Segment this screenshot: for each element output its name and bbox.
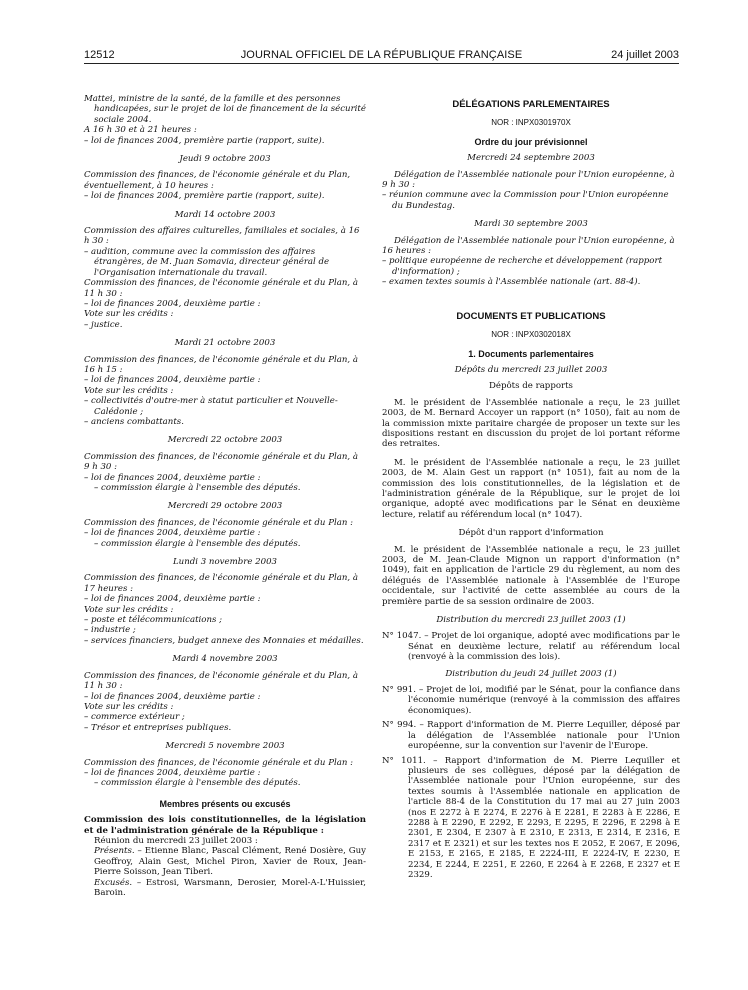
agenda-item: – commerce extérieur ;	[84, 712, 185, 723]
intro-time: A 16 h 30 et à 21 heures :	[84, 125, 197, 136]
distribution-heading: Distribution du mercredi 23 juillet 2003 (1)	[436, 615, 626, 626]
agenda-item: – loi de finances 2004, deuxième partie :	[84, 375, 261, 386]
excused-list: – Estrosi, Warsmann, Derosier, Morel-A-L'Huissier, Baroin.	[94, 877, 366, 898]
agenda-item: – Trésor et entreprises publiques.	[84, 722, 232, 733]
present-list: – Etienne Blanc, Pascal Clément, René Dosière, Guy Geoffroy, Alain Gest, Michel Piron, Xavier de Roux, Jean-Pierre Soisson, Jean Tiberi.	[94, 846, 366, 878]
commission-line: Commission des finances, de l'économie générale et du Plan, à 11 h 30 :	[84, 670, 358, 692]
agenda-item: – audition, commune avec la commission des affaires étrangères, de M. Juan Somavia, directeur général de l'Organisation internationale du travail.	[84, 246, 330, 278]
info-report-heading: Dépôt d'un rapport d'information	[458, 528, 604, 539]
agenda-item: – services financiers, budget annexe des Monnaies et médailles.	[84, 635, 364, 646]
distribution-entry: N° 991. – Projet de loi, modifié par le Sénat, pour la confiance dans l'économie numérique (renvoyé à la commission des affaires économiques).	[382, 685, 680, 716]
commission-line: Commission des finances, de l'économie générale et du Plan, à 16 h 15 :	[84, 354, 358, 375]
agenda-item: – commission élargie à l'ensemble des députés.	[94, 538, 301, 549]
date-heading: Mercredi 5 novembre 2003	[165, 741, 285, 752]
intro-text: Mattei, ministre de la santé, de la famille et des personnes handicapées, sur le projet de loi de financement de la sécurité sociale 2004.	[84, 94, 366, 125]
agenda-item: – loi de finances 2004, deuxième partie :	[84, 691, 261, 702]
page-number: 12512	[84, 49, 115, 61]
agenda-item: – loi de finances 2004, deuxième partie :	[84, 472, 261, 483]
nor-reference: NOR : INPX0302018X	[491, 330, 571, 340]
date-heading: Mercredi 29 octobre 2003	[167, 501, 283, 512]
members-commission: Commission des lois constitutionnelles, de la législation et de l'administration générale de la République :	[84, 815, 366, 836]
excused-label: Excusés.	[94, 877, 133, 888]
commission-line: Commission des affaires culturelles, familiales et sociales, à 16 h 30 :	[84, 226, 360, 247]
vote-label: Vote sur les crédits :	[84, 309, 174, 320]
agenda-item: – loi de finances 2004, deuxième partie :	[84, 767, 261, 778]
info-report-paragraph: M. le président de l'Assemblée nationale a reçu, le 23 juillet 2003, de M. Jean-Claude Mignon un rapport d'information (n° 1049), fait en application de l'article 29 du règlement, au nom des délégués de l'Assemblée nationale à l'Assemblée de l'Europe occidentale, sur l'activité de cette assemblée au cours de la première partie de sa session ordinaire de 2003.	[382, 544, 680, 607]
vote-label: Vote sur les crédits :	[84, 604, 174, 615]
agenda-item: – justice.	[84, 319, 123, 330]
vote-label: Vote sur les crédits :	[84, 385, 174, 396]
agenda-item: – loi de finances 2004, première partie (rapport, suite).	[84, 191, 325, 202]
journal-title: JOURNAL OFFICIEL DE LA RÉPUBLIQUE FRANÇAISE	[240, 49, 523, 61]
commission-line: Commission des finances, de l'économie générale et du Plan, à 11 h 30 :	[84, 278, 358, 299]
delegation-line: Délégation de l'Assemblée nationale pour l'Union européenne, à 16 heures :	[382, 235, 675, 257]
agenda-item: – collectivités d'outre-mer à statut particulier et Nouvelle-Calédonie ;	[84, 396, 338, 417]
report-paragraph: M. le président de l'Assemblée nationale a reçu, le 23 juillet 2003, de M. Bernard Accoyer un rapport (n° 1050), fait au nom de la commission mixte paritaire chargée de proposer un texte sur les dispositions restant en discussion du projet de loi portant réforme des retraites.	[382, 397, 680, 450]
agenda-item: – politique européenne de recherche et développement (rapport d'information) ;	[382, 256, 663, 277]
members-meeting-date: Réunion du mercredi 23 juillet 2003 :	[94, 835, 258, 846]
commission-line: Commission des finances, de l'économie générale et du Plan, à 9 h 30 :	[84, 451, 358, 473]
present-members	[84, 846, 366, 877]
distribution-entry: N° 994. – Rapport d'information de M. Pierre Lequiller, déposé par la délégation de l'Assemblée nationale pour l'Union européenne, sur la convention sur l'avenir de l'Europe.	[382, 720, 680, 752]
left-column	[84, 94, 366, 898]
agenda-item: – industrie ;	[84, 625, 136, 636]
agenda-heading: Ordre du jour prévisionnel	[474, 136, 588, 147]
excused-members	[84, 878, 366, 899]
agenda-item: – commission élargie à l'ensemble des députés.	[94, 483, 301, 493]
distribution-heading: Distribution du jeudi 24 juillet 2003 (1)	[445, 668, 617, 679]
members-heading: Membres présents ou excusés	[159, 798, 291, 809]
commission-line: Commission des finances, de l'économie générale et du Plan, éventuellement, à 10 heures :	[84, 170, 351, 191]
date-heading: Mardi 4 novembre 2003	[172, 654, 278, 665]
date-heading: Jeudi 9 octobre 2003	[179, 154, 271, 165]
agenda-item: – commission élargie à l'ensemble des députés.	[94, 778, 301, 789]
right-column	[382, 94, 680, 884]
agenda-item: – loi de finances 2004, deuxième partie :	[84, 594, 261, 605]
report-paragraph: M. le président de l'Assemblée nationale a reçu, le 23 juillet 2003, de M. Alain Gest un rapport (n° 1051), fait au nom de la commission des lois constitutionnelles, de la législation et de l'administration générale de la République, sur le projet de loi organique, adopté avec modifications par le Sénat en deuxième lecture, relatif au référendum local (n° 1047).	[382, 457, 680, 520]
distribution-entry: N° 1011. – Rapport d'information de M. Pierre Lequiller et plusieurs de ses collègues, déposé par la délégation de l'Assemblée nationale pour l'Union européenne, sur des textes soumis à l'Assemblée nationale en application de l'article 88-4 de la Constitution du 17 mai au 27 juin 2003 (nos E 2272 à E 2274, E 2276 à E 2281, E 2283 à E 2286, E 2288 à E 2290, E 2292, E 2293, E 2295, E 2296, E 2298 à E 2301, E 2304, E 2307 à E 2310, E 2313, E 2314, E 2316, E 2317 et E 2321) et sur les textes nos E 2052, E 2067, E 2096, E 2153, E 2165, E 2185, E 2224-III, E 2224-IV, E 2230, E 2234, E 2244, E 2251, E 2260, E 2264 à E 2268, E 2327 et E 2329.	[382, 755, 680, 880]
subsection-heading: 1. Documents parlementaires	[468, 348, 594, 359]
commission-line: Commission des finances, de l'économie générale et du Plan, à 17 heures :	[84, 573, 358, 594]
present-label: Présents.	[94, 846, 135, 857]
deposit-reports-heading: Dépôts de rapports	[489, 381, 573, 392]
deposit-date: Dépôts du mercredi 23 juillet 2003	[454, 364, 608, 375]
vote-label: Vote sur les crédits :	[84, 701, 174, 712]
intro-item: – loi de finances 2004, première partie (rapport, suite).	[84, 135, 325, 146]
date-heading: Mercredi 24 septembre 2003	[467, 153, 595, 164]
delegation-line: Délégation de l'Assemblée nationale pour l'Union européenne, à 9 h 30 :	[382, 169, 675, 191]
section-heading-documents: DOCUMENTS ET PUBLICATIONS	[456, 310, 606, 322]
issue-date: 24 juillet 2003	[611, 49, 679, 61]
commission-line: Commission des finances, de l'économie générale et du Plan :	[84, 757, 354, 768]
agenda-item: – poste et télécommunications ;	[84, 615, 223, 626]
agenda-item: – anciens combattants.	[84, 416, 184, 427]
commission-line: Commission des finances, de l'économie générale et du Plan :	[84, 517, 354, 528]
nor-reference: NOR : INPX0301970X	[491, 118, 571, 128]
section-heading-delegations: DÉLÉGATIONS PARLEMENTAIRES	[452, 99, 610, 110]
date-heading: Mercredi 22 octobre 2003	[167, 435, 283, 446]
header-rule	[84, 63, 679, 64]
agenda-item: – réunion commune avec la Commission pour l'Union européenne du Bundestag.	[382, 190, 669, 211]
distribution-entry: N° 1047. – Projet de loi organique, adopté avec modifications par le Sénat en deuxième lecture, relatif au référendum local (renvoyé à la commission des lois).	[382, 631, 680, 663]
date-heading: Lundi 3 novembre 2003	[172, 557, 278, 568]
agenda-item: – loi de finances 2004, deuxième partie :	[84, 528, 261, 539]
agenda-item: – examen textes soumis à l'Assemblée nationale (art. 88-4).	[382, 277, 641, 288]
date-heading: Mardi 30 septembre 2003	[474, 219, 588, 230]
date-heading: Mardi 14 octobre 2003	[174, 209, 276, 220]
agenda-item: – loi de finances 2004, deuxième partie :	[84, 298, 261, 309]
date-heading: Mardi 21 octobre 2003	[174, 338, 276, 349]
